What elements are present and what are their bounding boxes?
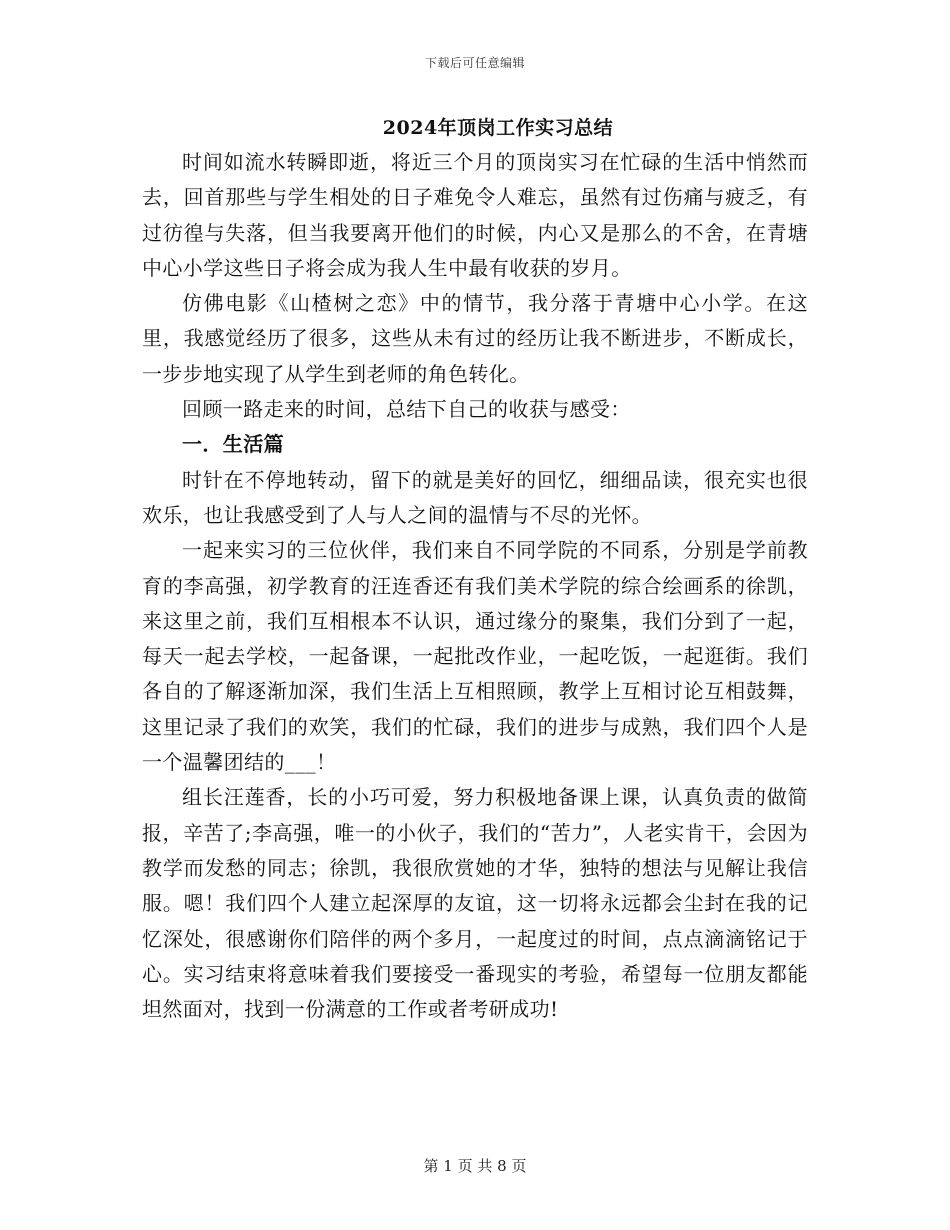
section-heading-life: 一．生活篇 bbox=[182, 432, 284, 457]
paragraph-intro: 时间如流水转瞬即逝，将近三个月的顶岗实习在忙碌的生活中悄然而去，回首那些与学生相处的日子难免令人难忘，虽然有过伤痛与疲乏，有过彷徨与失落，但当我要离开他们的时候，内心又是那么的不舍，在青塘中心小学这些日子将会成为我人生中最有收获的岁月。 bbox=[142, 150, 808, 280]
header-note: 下载后可任意编辑 bbox=[424, 56, 525, 70]
paragraph-team-members: 组长汪莲香，长的小巧可爱，努力积极地备课上课，认真负责的做简报，辛苦了;李高强，唯一的小伙子，我们的“苦力”，人老实肯干，会因为教学而发愁的同志；徐凯，我很欣赏她的才华，独特的想法与见解让我信服。嗯！我们四个人建立起深厚的友谊，这一切将永远都会尘封在我的记忆深处，很感谢你们陪伴的两个多月，一起度过的时间，点点滴滴铭记于心。实习结束将意味着我们要接受一番现实的考验，希望每一位朋友都能坦然面对，找到一份满意的工作或者考研成功! bbox=[142, 785, 808, 1022]
paragraph-review: 回顾一路走来的时间，总结下自己的收获与感受： bbox=[182, 397, 631, 422]
page-footer: 第 1 页 共 8 页 bbox=[423, 1157, 527, 1175]
paragraph-partners: 一起来实习的三位伙伴，我们来自不同学院的不同系，分别是学前教育的李高强，初学教育的汪连香还有我们美术学院的综合绘画系的徐凯，来这里之前，我们互相根本不认识，通过缘分的聚集，我们分到了一起，每天一起去学校，一起备课，一起批改作业，一起吃饭，一起逛街。我们各自的了解逐渐加深，我们生活上互相照顾，教学上互相讨论互相鼓舞，这里记录了我们的欢笑，我们的忙碌，我们的进步与成熟，我们四个人是一个温馨团结的___！ bbox=[142, 538, 808, 775]
paragraph-memories: 时针在不停地转动，留下的就是美好的回忆，细细品读，很充实也很欢乐，也让我感受到了人与人之间的温情与不尽的光怀。 bbox=[142, 467, 808, 527]
document-title: 2024年顶岗工作实习总结 bbox=[382, 117, 614, 139]
document-body bbox=[142, 145, 808, 1027]
paragraph-film-reference: 仿佛电影《山楂树之恋》中的情节，我分落于青塘中心小学。在这里，我感觉经历了很多，这些从未有过的经历让我不断进步，不断成长，一步步地实现了从学生到老师的角色转化。 bbox=[142, 291, 808, 386]
